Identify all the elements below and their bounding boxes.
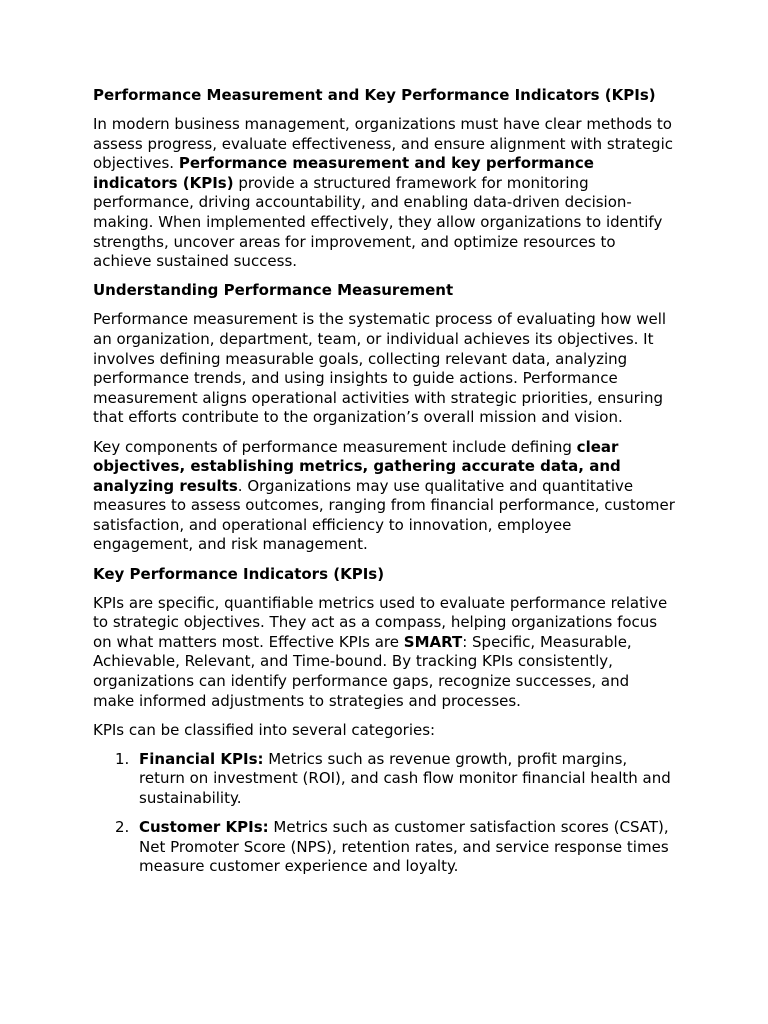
- list-item-text: Metrics such as customer satisfaction scores (CSAT), Net Promoter Score (NPS), retention rates, and service response times measure customer experience and loyalty.: [139, 818, 669, 876]
- list-item-label: Financial KPIs:: [139, 749, 264, 768]
- document-body: [93, 86, 675, 877]
- kpis-definition-paragraph: [93, 594, 675, 712]
- intro-paragraph: [93, 115, 675, 272]
- list-item: [93, 750, 675, 809]
- intro-text-1: In modern business management, organizations must have clear methods to assess progress, evaluate effectiveness, and ensure alignment with strategic objectives.: [93, 115, 673, 173]
- list-item-number: 2.: [115, 818, 130, 837]
- key-components-paragraph: [93, 438, 675, 556]
- section-heading-kpis: Key Performance Indicators (KPIs): [93, 564, 385, 583]
- key-components-bold: clear objectives, establishing metrics, gathering accurate data, and analyzing results: [93, 437, 621, 495]
- list-item-label: Customer KPIs:: [139, 818, 269, 837]
- list-item-number: 1.: [115, 749, 130, 768]
- list-item-text: Metrics such as revenue growth, profit margins, return on investment (ROI), and cash flow monitor financial health and sustainability.: [139, 749, 671, 807]
- intro-bold-term: Performance measurement and key performance indicators (KPIs): [93, 154, 594, 192]
- intro-text-2: provide a structured framework for monitoring performance, driving accountability, and enabling data-driven decision-making. When implemented effectively, they allow organizations to identify strengths, uncover areas for improvement, and optimize resources to achieve sustained success.: [93, 173, 663, 271]
- performance-measurement-paragraph: Performance measurement is the systematic process of evaluating how well an organization, department, team, or individual achieves its objectives. It involves defining measurable goals, collecting relevant data, analyzing performance trends, and using insights to guide actions. Performance measurement aligns operational activities with strategic priorities, ensuring that efforts contribute to the organization’s overall mission and vision.: [93, 310, 667, 427]
- kpi-categories-intro: KPIs can be classified into several categories:: [93, 720, 436, 739]
- section-heading-performance-measurement: Understanding Performance Measurement: [93, 281, 454, 300]
- kpis-text-1: KPIs are specific, quantifiable metrics used to evaluate performance relative to strategic objectives. They act as a compass, helping organizations focus on what matters most. Effective KPIs are: [93, 593, 668, 651]
- kpis-text-2: : Specific, Measurable, Achievable, Relevant, and Time-bound. By tracking KPIs consistently, organizations can identify performance gaps, recognize successes, and make informed adjustments to strategies and processes.: [93, 632, 632, 710]
- key-components-text-2: . Organizations may use qualitative and quantitative measures to assess outcomes, ranging from financial performance, customer satisfaction, and operational efficiency to innovation, employee engagement, and risk management.: [93, 476, 675, 554]
- list-item: [93, 818, 675, 877]
- smart-bold: SMART: [403, 632, 463, 651]
- kpi-categories-list: [93, 750, 675, 877]
- key-components-text-1: Key components of performance measurement include defining: [93, 437, 577, 456]
- document-title: Performance Measurement and Key Performance Indicators (KPIs): [93, 86, 656, 104]
